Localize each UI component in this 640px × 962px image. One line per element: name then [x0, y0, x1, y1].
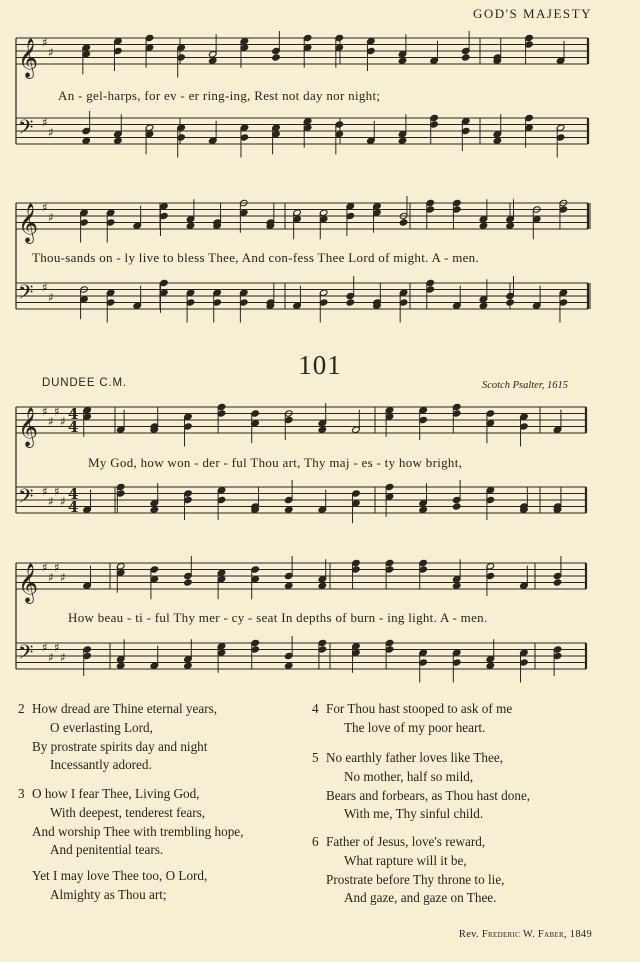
stanza-line: Incessantly adored.	[50, 757, 152, 773]
tune-source: Scotch Psalter, 1615	[481, 380, 568, 391]
stanza-2	[18, 700, 218, 775]
stanza-line: Prostrate before Thy throne to lie,	[326, 871, 505, 887]
svg-text:𝄞: 𝄞	[18, 407, 39, 447]
stanza-3	[18, 785, 244, 860]
svg-text:♯: ♯	[54, 484, 60, 499]
svg-text:♯: ♯	[48, 494, 54, 509]
svg-text:♯: ♯	[48, 570, 54, 585]
stanza-line: By prostrate spirits day and night	[32, 738, 208, 754]
svg-text:♯: ♯	[54, 560, 60, 575]
svg-text:♯: ♯	[54, 640, 60, 655]
svg-text:♯: ♯	[54, 404, 60, 419]
hymn-lyric-line-2: How beau - ti - ful Thy mer - cy - seat In depths of burn - ing light. A - men.	[68, 610, 488, 625]
stanza-line: What rapture will it be,	[344, 852, 467, 868]
stanza-line: How dread are Thine eternal years,	[32, 701, 218, 716]
svg-text:𝄢: 𝄢	[18, 640, 34, 669]
stanza-line: Yet I may love Thee too, O Lord,	[32, 868, 208, 883]
stanza-4	[312, 700, 513, 738]
svg-text:♯: ♯	[48, 290, 54, 305]
stanza-number: 2	[18, 701, 25, 716]
svg-text:𝄢: 𝄢	[18, 484, 34, 513]
svg-text:𝄞: 𝄞	[18, 38, 39, 78]
tune-name: DUNDEE C.M.	[42, 377, 127, 389]
svg-text:4: 4	[68, 405, 79, 423]
credit-prefix: Rev.	[458, 929, 479, 940]
stanza-line: No earthly father loves like Thee,	[326, 750, 503, 765]
svg-text:𝄢: 𝄢	[18, 280, 34, 309]
top-hymn-lyric-line-2: Thou-sands on - ly live to bless Thee, And con-fess Thee Lord of might. A - men.	[32, 250, 480, 265]
svg-text:♯: ♯	[42, 640, 48, 655]
credit-year: 1849	[569, 929, 592, 940]
stanza-line: O everlasting Lord,	[50, 719, 153, 735]
stanza-number: 6	[312, 834, 319, 849]
stanza-3-continued	[32, 867, 207, 905]
stanza-line: And penitential tears.	[50, 842, 164, 858]
svg-text:♯: ♯	[42, 560, 48, 575]
svg-text:4: 4	[68, 418, 79, 436]
top-hymn-lyric-line-1: An - gel-harps, for ev - er ring-ing, Rest not day nor night;	[58, 88, 381, 103]
svg-text:♯: ♯	[42, 404, 48, 419]
stanza-6	[312, 833, 505, 908]
stanza-line: And gaze, and gaze on Thee.	[344, 890, 497, 906]
svg-text:♯: ♯	[48, 414, 54, 429]
stanza-line: With me, Thy sinful child.	[344, 806, 484, 822]
svg-text:♯: ♯	[42, 280, 48, 295]
stanza-line: The love of my poor heart.	[344, 719, 486, 735]
svg-text:♯: ♯	[42, 484, 48, 499]
svg-text:♯: ♯	[42, 115, 48, 130]
svg-text:♯: ♯	[48, 210, 54, 225]
svg-text:𝄞: 𝄞	[18, 203, 39, 243]
stanza-line: And worship Thee with trembling hope,	[32, 823, 244, 839]
stanza-line: With deepest, tenderest fears,	[50, 804, 206, 820]
svg-text:♯: ♯	[48, 45, 54, 60]
stanza-line: For Thou hast stooped to ask of me	[326, 701, 513, 716]
stanza-line: Father of Jesus, love's reward,	[326, 834, 486, 849]
author-credit	[459, 929, 592, 940]
svg-text:♯: ♯	[60, 494, 66, 509]
stanza-line: O how I fear Thee, Living God,	[32, 786, 200, 801]
svg-text:♯: ♯	[60, 570, 66, 585]
stanza-line: No mother, half so mild,	[344, 768, 474, 784]
stanza-number: 5	[312, 750, 319, 765]
svg-text:♯: ♯	[60, 650, 66, 665]
stanza-5	[312, 749, 531, 824]
svg-text:♯: ♯	[60, 414, 66, 429]
stanza-number: 3	[18, 786, 25, 801]
hymn-number: 101	[298, 350, 342, 380]
stanza-line: Almighty as Thou art;	[50, 886, 167, 902]
credit-author: Frederic W. Faber,	[481, 929, 567, 940]
svg-text:4: 4	[68, 485, 79, 503]
hymn-lyric-line-1: My God, how won - der - ful Thou art, Thy maj - es - ty how bright,	[88, 455, 463, 470]
svg-text:♯: ♯	[42, 35, 48, 50]
svg-text:♯: ♯	[48, 125, 54, 140]
svg-text:4: 4	[68, 498, 79, 516]
section-title: GOD'S MAJESTY	[473, 6, 592, 21]
svg-text:𝄞: 𝄞	[18, 563, 39, 603]
svg-text:𝄢: 𝄢	[18, 115, 34, 144]
svg-text:♯: ♯	[42, 200, 48, 215]
stanza-line: Bears and forbears, as Thou hast done,	[326, 787, 531, 803]
stanza-number: 4	[312, 701, 319, 716]
svg-text:♯: ♯	[48, 650, 54, 665]
